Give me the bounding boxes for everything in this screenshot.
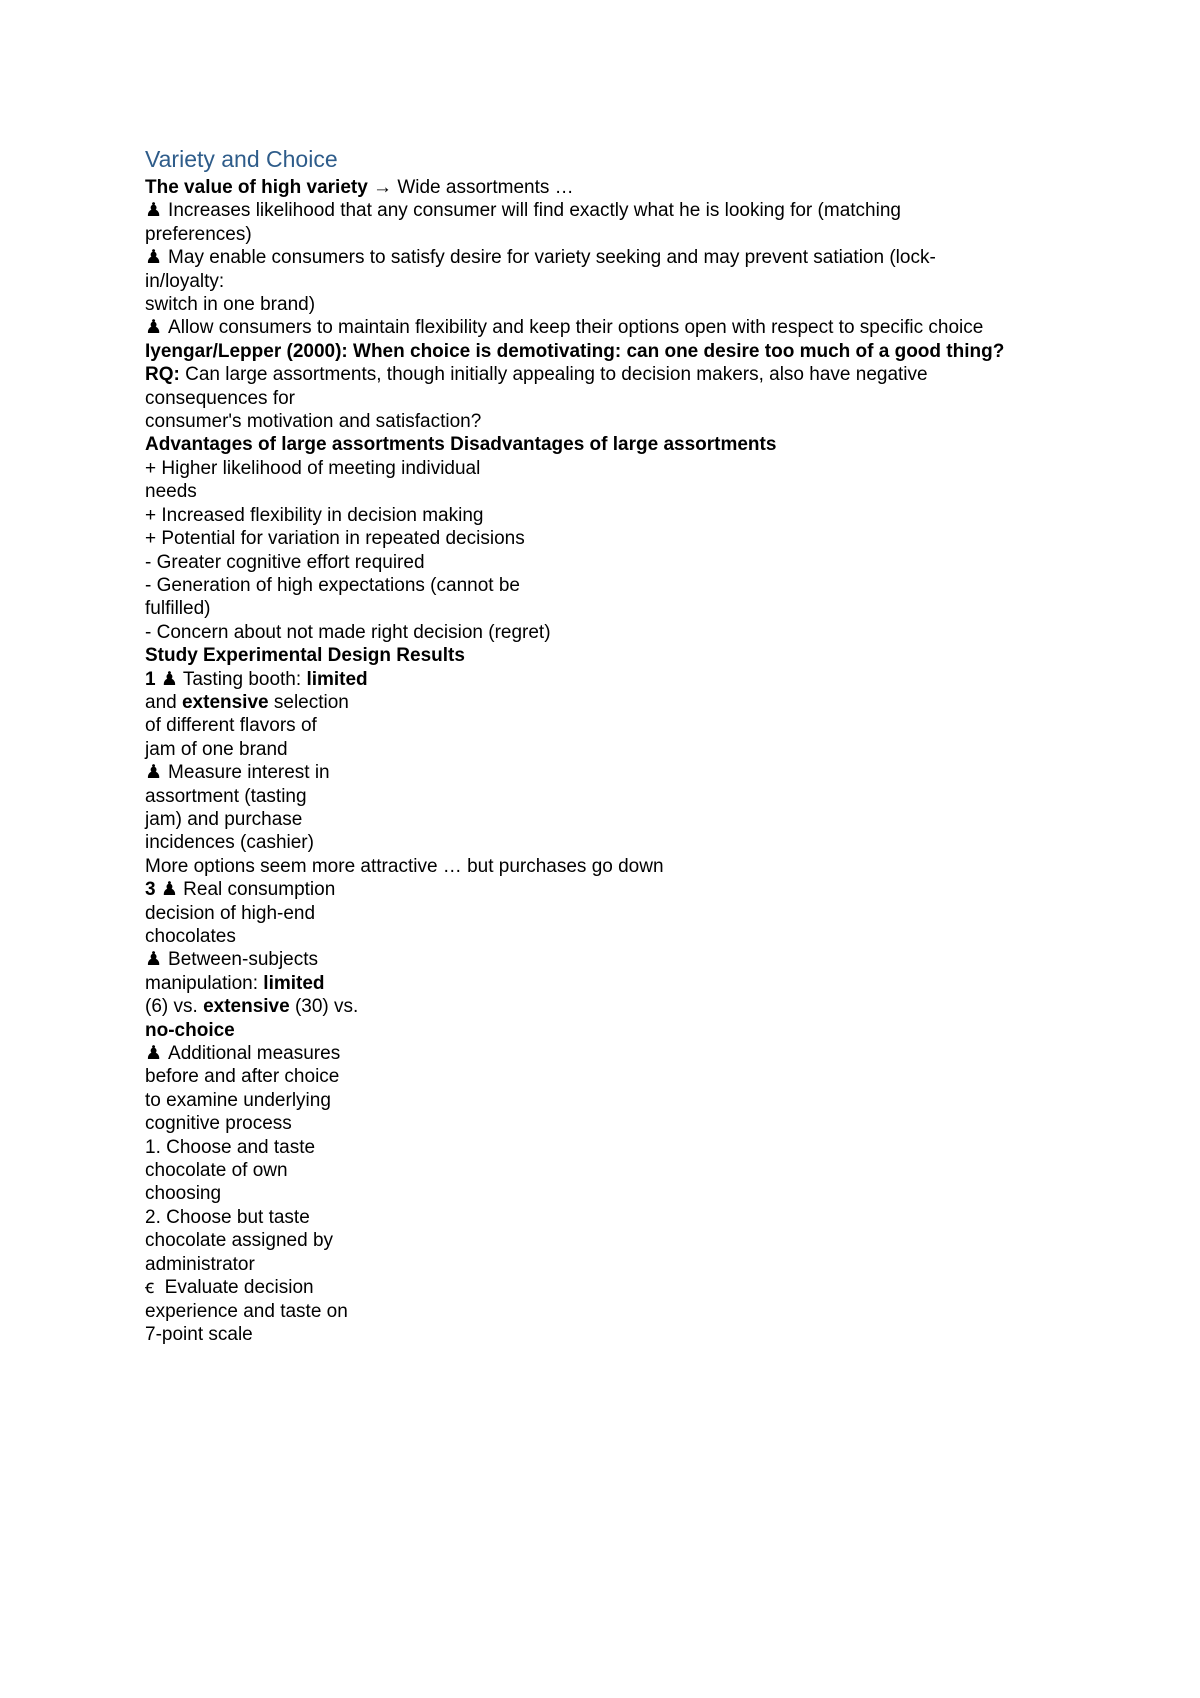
text-segment: switch in one brand)	[145, 294, 316, 316]
text-segment: manipulation:	[145, 972, 264, 994]
text-segment: - Generation of high expectations (cannot be	[145, 574, 520, 596]
text-segment: in/loyalty:	[145, 270, 225, 292]
text-line	[145, 1042, 1095, 1065]
text-segment: consequences for	[145, 387, 295, 409]
text-line	[145, 363, 1095, 386]
text-segment: (30) vs.	[289, 996, 359, 1018]
text-segment: assortment (tasting	[145, 785, 307, 807]
text-line	[145, 551, 1095, 574]
text-line	[145, 1323, 1095, 1346]
text-line	[145, 948, 1095, 971]
bold-text: 1	[145, 668, 161, 690]
bold-text: extensive	[181, 691, 269, 713]
text-segment: Can large assortments, though initially appealing to decision makers, also have negative	[179, 364, 928, 386]
text-line	[145, 527, 1095, 550]
chess-pawn-bullet-icon: ♟	[145, 317, 163, 339]
text-segment: preferences)	[145, 223, 252, 245]
text-segment: ꞓ Evaluate decision	[145, 1277, 314, 1299]
text-segment: chocolates	[145, 926, 236, 947]
text-line	[145, 972, 1095, 995]
text-line	[145, 433, 1095, 456]
text-segment: Between-subjects	[168, 949, 319, 971]
text-line	[145, 738, 1095, 761]
text-line	[145, 668, 1095, 691]
text-line	[145, 574, 1095, 597]
text-line	[145, 855, 1095, 878]
text-segment: Real consumption	[177, 879, 336, 901]
chess-pawn-bullet-icon: ♟	[145, 200, 163, 222]
text-line	[145, 831, 1095, 854]
text-line	[145, 270, 1095, 293]
text-line	[145, 293, 1095, 316]
text-line	[145, 1159, 1095, 1182]
text-line	[145, 1136, 1095, 1159]
text-line	[145, 808, 1095, 831]
text-segment: incidences (cashier)	[145, 832, 314, 854]
text-line	[145, 714, 1095, 737]
text-line	[145, 1206, 1095, 1229]
text-segment: before and after choice	[145, 1066, 340, 1088]
text-line	[145, 316, 1095, 339]
text-line	[145, 691, 1095, 714]
document-title: Variety and Choice	[145, 146, 338, 172]
bold-text: limited	[263, 972, 325, 994]
text-segment: decision of high-end	[145, 902, 316, 924]
text-segment: + Increased flexibility in decision making	[145, 504, 484, 526]
chess-pawn-bullet-icon: ♟	[160, 668, 178, 690]
text-segment: jam of one brand	[145, 738, 288, 760]
text-segment: Additional measures	[168, 1043, 341, 1065]
text-segment: + Potential for variation in repeated decisions	[145, 528, 525, 550]
text-segment: cognitive process	[145, 1113, 292, 1135]
text-line	[145, 925, 1095, 948]
text-segment: - Concern about not made right decision (regret)	[145, 621, 551, 643]
bold-text: no-choice	[145, 1019, 235, 1041]
chess-pawn-bullet-icon: ♟	[160, 879, 178, 901]
text-segment: 7-point scale	[145, 1323, 253, 1345]
text-line	[145, 340, 1095, 363]
text-line	[145, 1276, 1095, 1299]
text-segment: of different flavors of	[145, 715, 317, 737]
text-line	[145, 1253, 1095, 1276]
text-segment: and	[145, 691, 182, 713]
text-segment: chocolate assigned by	[145, 1230, 334, 1252]
text-line	[145, 199, 1095, 222]
chess-pawn-bullet-icon: ♟	[145, 949, 163, 971]
text-line	[145, 644, 1095, 667]
text-line	[145, 995, 1095, 1018]
text-line	[145, 902, 1095, 925]
text-line	[145, 504, 1095, 527]
text-line	[145, 761, 1095, 784]
text-line	[145, 597, 1095, 620]
text-segment: fulfilled)	[145, 598, 211, 620]
text-segment: Increases likelihood that any consumer will find exactly what he is looking for (matching	[168, 200, 901, 222]
bold-text: 3	[145, 879, 161, 901]
text-segment: - Greater cognitive effort required	[145, 551, 425, 573]
bold-text: The value of high variety	[145, 177, 368, 198]
bold-text: limited	[306, 668, 368, 690]
text-segment: choosing	[145, 1183, 222, 1205]
text-segment: experience and taste on	[145, 1300, 348, 1322]
text-line	[145, 1089, 1095, 1112]
text-line	[145, 1300, 1095, 1323]
text-segment: Allow consumers to maintain flexibility and keep their options open with respect to specific choice	[168, 317, 984, 339]
text-segment: Measure interest in	[168, 762, 330, 784]
document-body	[145, 176, 1095, 1346]
text-segment: chocolate of own	[145, 1160, 288, 1182]
bold-text: Advantages of large assortments Disadvantages of large assortments	[145, 434, 777, 456]
text-line	[145, 457, 1095, 480]
text-segment: 2. Choose but taste	[145, 1206, 310, 1228]
bold-text: Study Experimental Design Results	[145, 645, 465, 667]
chess-pawn-bullet-icon: ♟	[145, 1043, 163, 1065]
text-line	[145, 246, 1095, 269]
chess-pawn-bullet-icon: ♟	[145, 762, 163, 784]
text-segment: + Higher likelihood of meeting individual	[145, 457, 481, 479]
text-segment: May enable consumers to satisfy desire for variety seeking and may prevent satiation (lock-	[168, 247, 936, 269]
text-line	[145, 878, 1095, 901]
document-page	[145, 144, 1095, 1346]
text-segment: Tasting booth:	[177, 668, 307, 690]
bold-text: RQ:	[145, 364, 180, 386]
text-line	[145, 1065, 1095, 1088]
text-segment: to examine underlying	[145, 1089, 331, 1111]
text-segment: needs	[145, 481, 197, 503]
text-line	[145, 1112, 1095, 1135]
text-line	[145, 1019, 1095, 1042]
text-line	[145, 480, 1095, 503]
text-segment: selection	[268, 691, 349, 713]
text-segment: → Wide assortments …	[367, 177, 574, 198]
text-line	[145, 387, 1095, 410]
chess-pawn-bullet-icon: ♟	[145, 247, 163, 269]
text-line	[145, 176, 1095, 199]
text-line	[145, 410, 1095, 433]
text-segment: (6) vs.	[145, 996, 204, 1018]
text-line	[145, 785, 1095, 808]
text-line	[145, 621, 1095, 644]
text-segment: More options seem more attractive … but purchases go down	[145, 855, 664, 877]
bold-text: extensive	[203, 996, 290, 1018]
bold-text: Iyengar/Lepper (2000): When choice is demotivating: can one desire too much of a good thing?	[145, 340, 1005, 362]
text-segment: administrator	[145, 1253, 255, 1275]
text-line	[145, 1229, 1095, 1252]
text-line	[145, 223, 1095, 246]
text-segment: consumer's motivation and satisfaction?	[145, 411, 482, 433]
text-segment: 1. Choose and taste	[145, 1136, 316, 1158]
text-line	[145, 1182, 1095, 1205]
text-segment: jam) and purchase	[145, 808, 303, 830]
